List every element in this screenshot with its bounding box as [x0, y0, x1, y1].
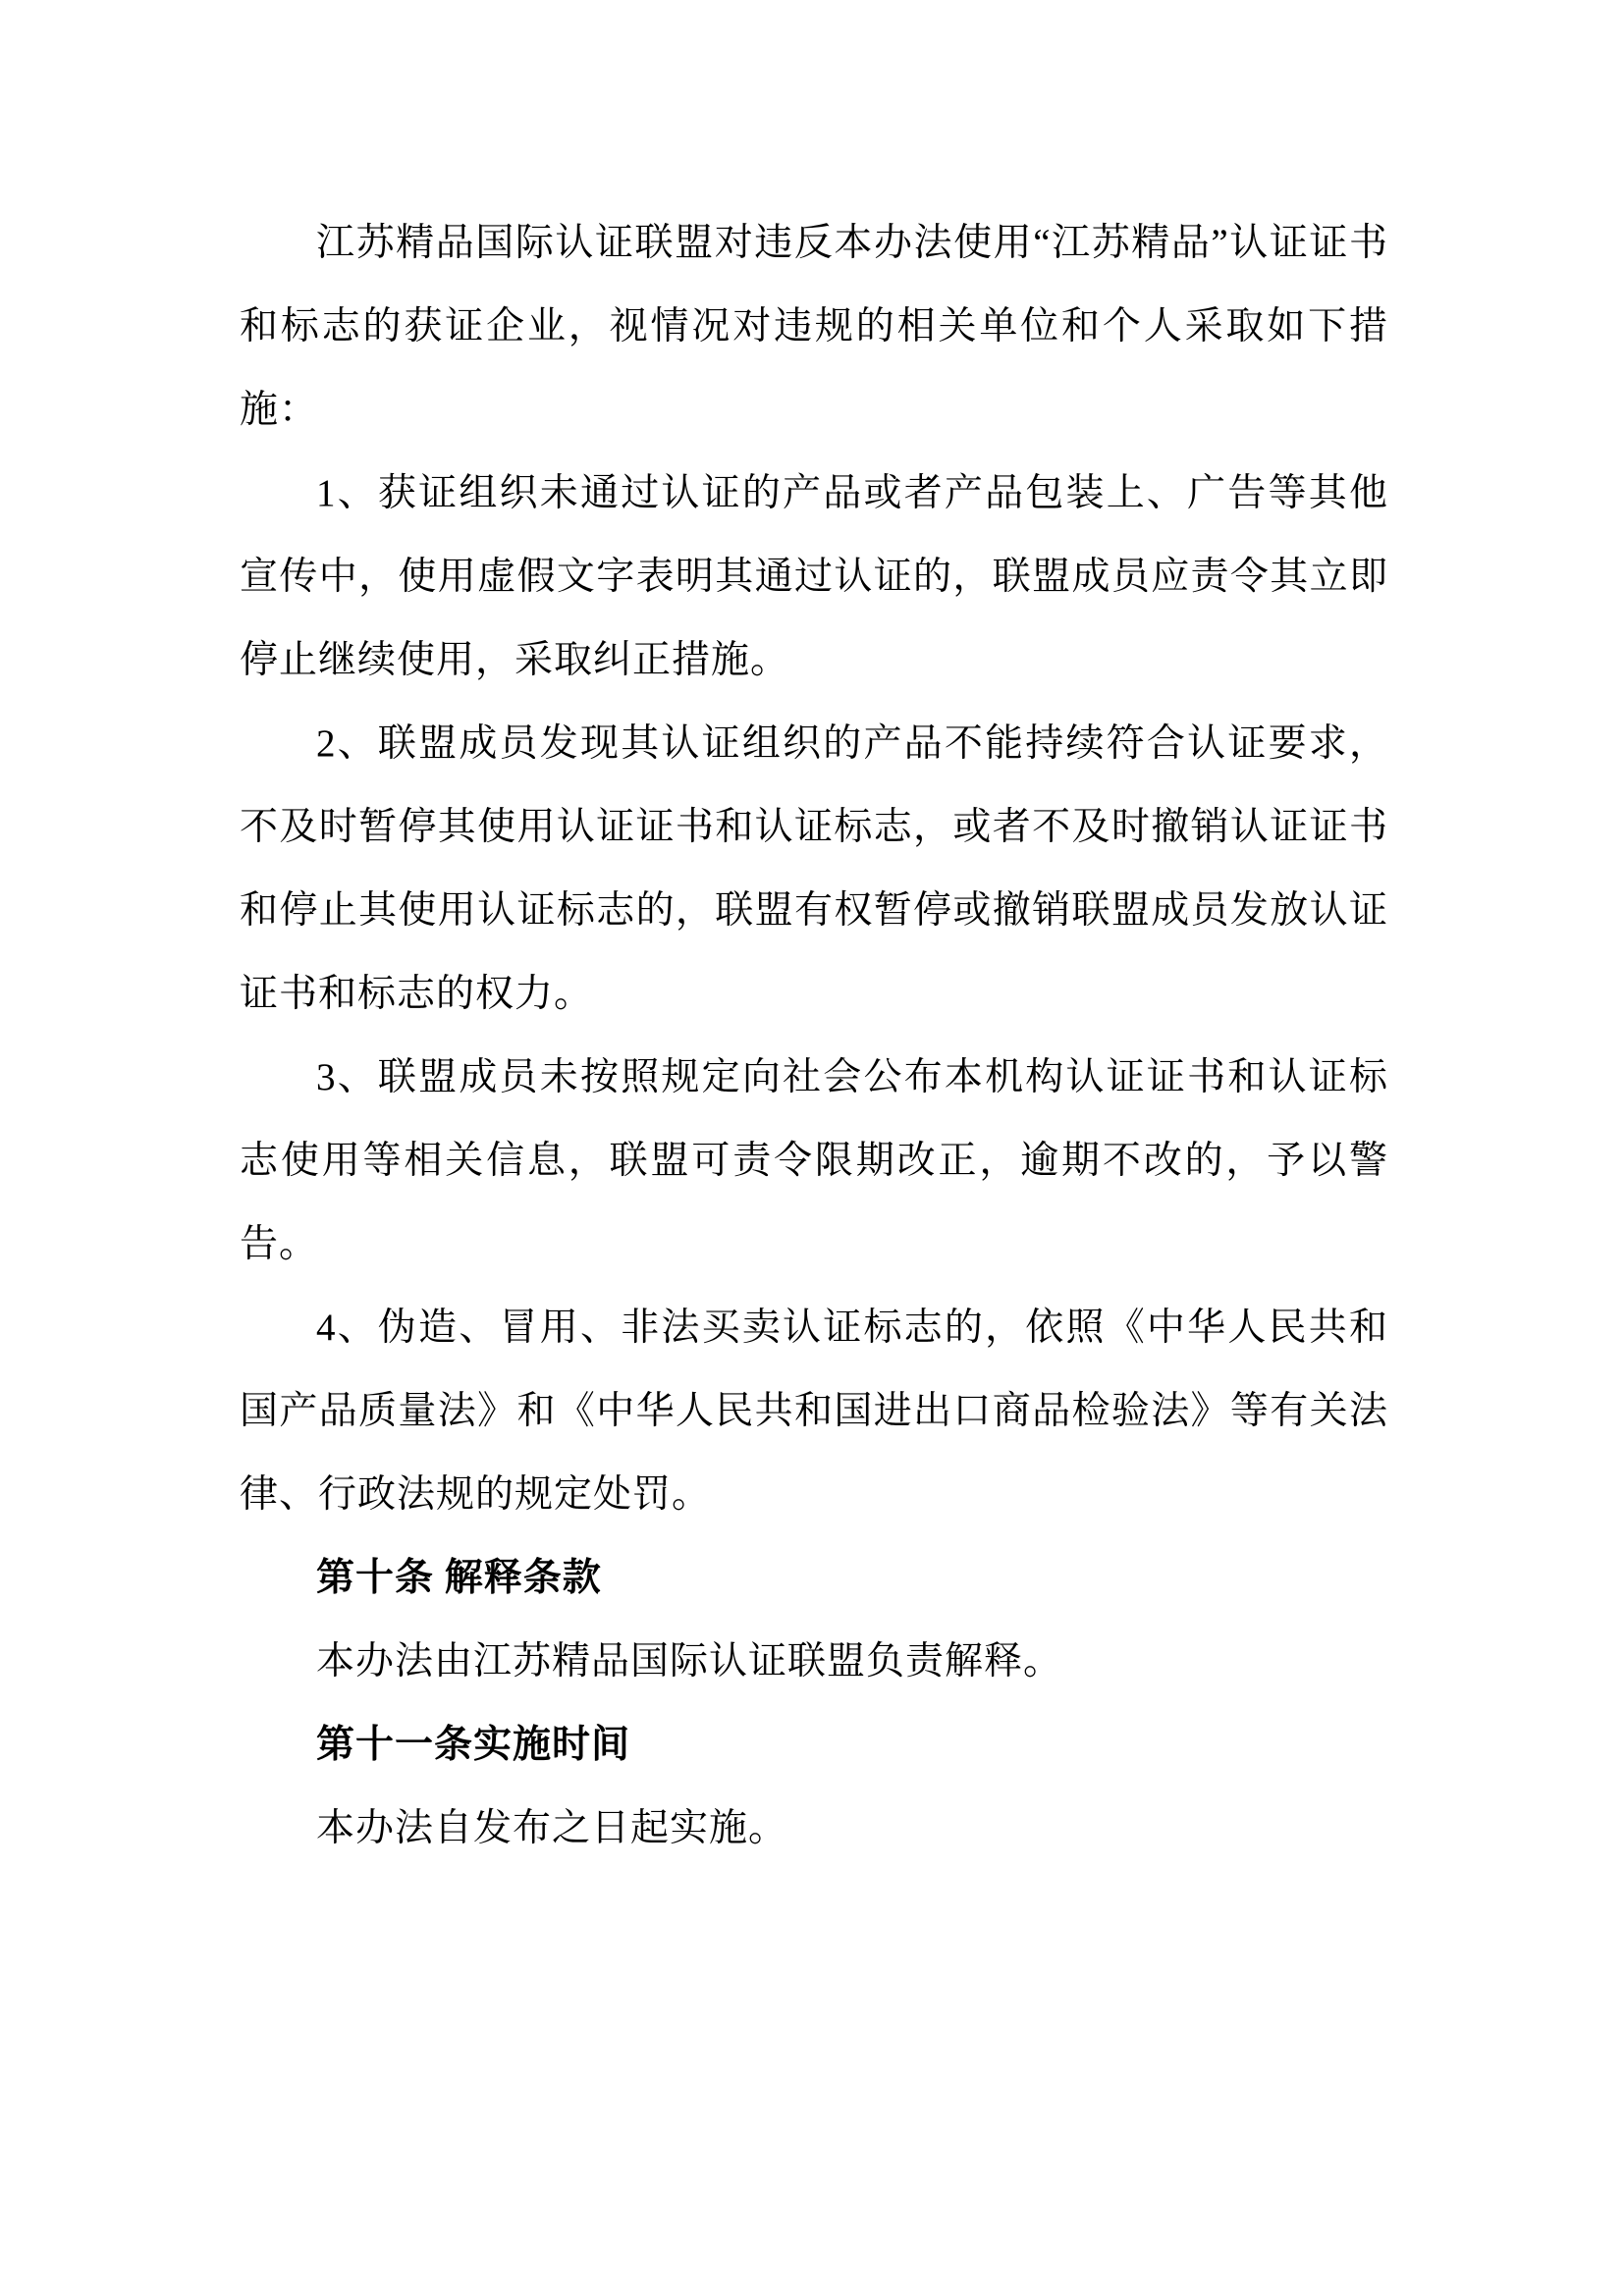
heading-article-10: 第十条 解释条款 — [316, 1557, 602, 1599]
paragraph-measure-3: 3、联盟成员未按照规定向社会公布本机构认证证书和认证标志使用等相关信息，联盟可责令限期改正，逾期不改的，予以警告。 — [240, 1056, 1388, 1265]
paragraph-measure-1: 1、获证组织未通过认证的产品或者产品包装上、广告等其他宣传中，使用虚假文字表明其通过认证的，联盟成员应责令其立即停止继续使用，采取纠正措施。 — [240, 472, 1388, 681]
heading-article-11: 第十一条实施时间 — [316, 1724, 631, 1766]
paragraph-article-10-body: 本办法由江苏精品国际认证联盟负责解释。 — [316, 1640, 1063, 1682]
paragraph-measure-2: 2、联盟成员发现其认证组织的产品不能持续符合认证要求，不及时暂停其使用认证证书和认证标志，或者不及时撤销认证证书和停止其使用认证标志的，联盟有权暂停或撤销联盟成员发放认证证书和标志的权力。 — [240, 722, 1388, 1015]
paragraph-measure-4: 4、伪造、冒用、非法买卖认证标志的，依照《中华人民共和国产品质量法》和《中华人民共和国进出口商品检验法》等有关法律、行政法规的规定处罚。 — [240, 1307, 1388, 1516]
paragraph-intro: 江苏精品国际认证联盟对违反本办法使用“江苏精品”认证证书和标志的获证企业，视情况对违规的相关单位和个人采取如下措施： — [240, 222, 1388, 431]
document-text-block — [240, 201, 1388, 1870]
paragraph-article-11-body: 本办法自发布之日起实施。 — [316, 1807, 788, 1849]
